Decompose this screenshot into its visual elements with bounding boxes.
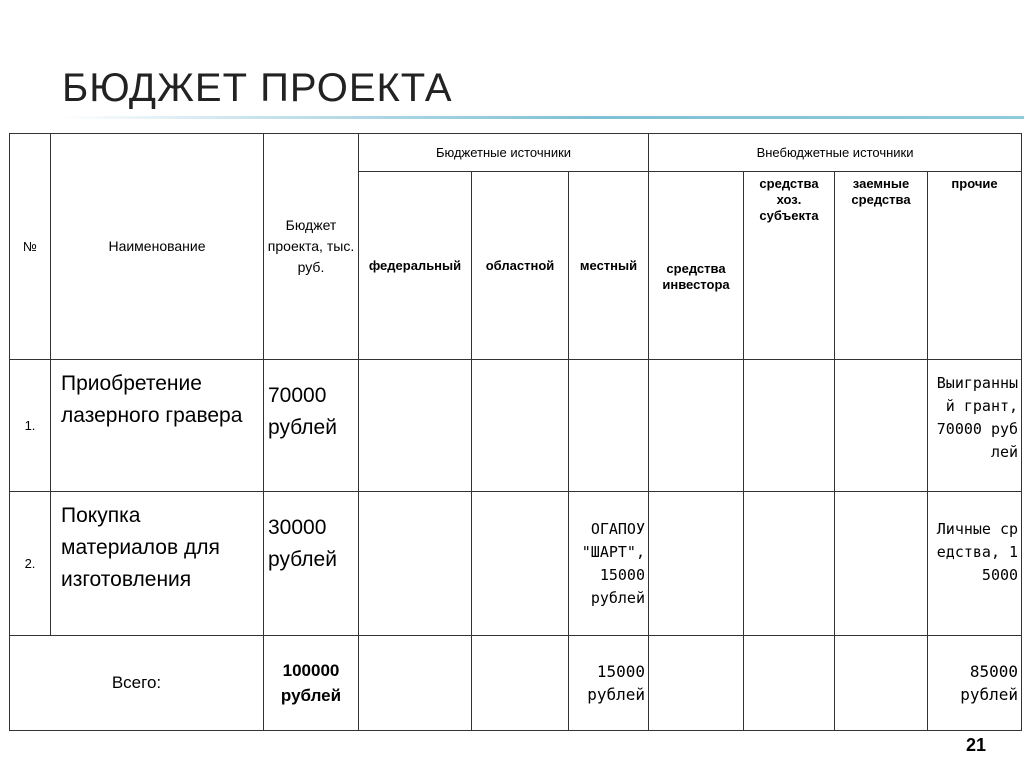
row-budget: 30000 рублей bbox=[264, 492, 359, 636]
header-row-top bbox=[10, 134, 1022, 172]
row-number: 1. bbox=[10, 360, 51, 492]
total-budget: 100000 рублей bbox=[264, 636, 359, 731]
total-business-entity bbox=[744, 636, 835, 731]
row-other: Личные средства, 15000 bbox=[928, 492, 1022, 636]
table-row bbox=[10, 492, 1022, 636]
total-row bbox=[10, 636, 1022, 731]
header-borrowed: заемные средства bbox=[835, 172, 928, 360]
row-federal bbox=[359, 492, 472, 636]
header-name: Наименование bbox=[51, 134, 264, 360]
row-investor bbox=[649, 492, 744, 636]
total-federal bbox=[359, 636, 472, 731]
header-federal: федеральный bbox=[359, 172, 472, 360]
total-regional bbox=[472, 636, 569, 731]
row-regional bbox=[472, 360, 569, 492]
page-number: 21 bbox=[965, 735, 986, 755]
header-number: № bbox=[10, 134, 51, 360]
row-local: ОГАПОУ "ШАРТ", 15000 рублей bbox=[569, 492, 649, 636]
row-borrowed bbox=[835, 492, 928, 636]
row-budget: 70000 рублей bbox=[264, 360, 359, 492]
header-budget-sources: Бюджетные источники bbox=[359, 134, 649, 172]
total-investor bbox=[649, 636, 744, 731]
total-other: 85000 рублей bbox=[928, 636, 1022, 731]
row-investor bbox=[649, 360, 744, 492]
row-regional bbox=[472, 492, 569, 636]
table-row bbox=[10, 360, 1022, 492]
total-local: 15000 рублей bbox=[569, 636, 649, 731]
header-extrabudget-sources: Внебюджетные источники bbox=[649, 134, 1022, 172]
row-business-entity bbox=[744, 360, 835, 492]
header-regional: областной bbox=[472, 172, 569, 360]
header-local: местный bbox=[569, 172, 649, 360]
row-business-entity bbox=[744, 492, 835, 636]
header-other: прочие bbox=[928, 172, 1022, 360]
header-investor: средства инвестора bbox=[649, 172, 744, 360]
title-underline bbox=[62, 116, 1024, 119]
row-federal bbox=[359, 360, 472, 492]
row-name: Покупка материалов для изготовления bbox=[51, 492, 264, 636]
row-number: 2. bbox=[10, 492, 51, 636]
total-label: Всего: bbox=[10, 636, 264, 731]
slide-title: БЮДЖЕТ ПРОЕКТА bbox=[62, 66, 453, 110]
budget-table bbox=[9, 133, 1022, 731]
total-borrowed bbox=[835, 636, 928, 731]
header-budget: Бюджет проекта, тыс. руб. bbox=[264, 134, 359, 360]
row-name: Приобретение лазерного гравера bbox=[51, 360, 264, 492]
row-borrowed bbox=[835, 360, 928, 492]
row-other: Выигранный грант, 70000 рублей bbox=[928, 360, 1022, 492]
row-local bbox=[569, 360, 649, 492]
header-business-entity: средства хоз. субъекта bbox=[744, 172, 835, 360]
